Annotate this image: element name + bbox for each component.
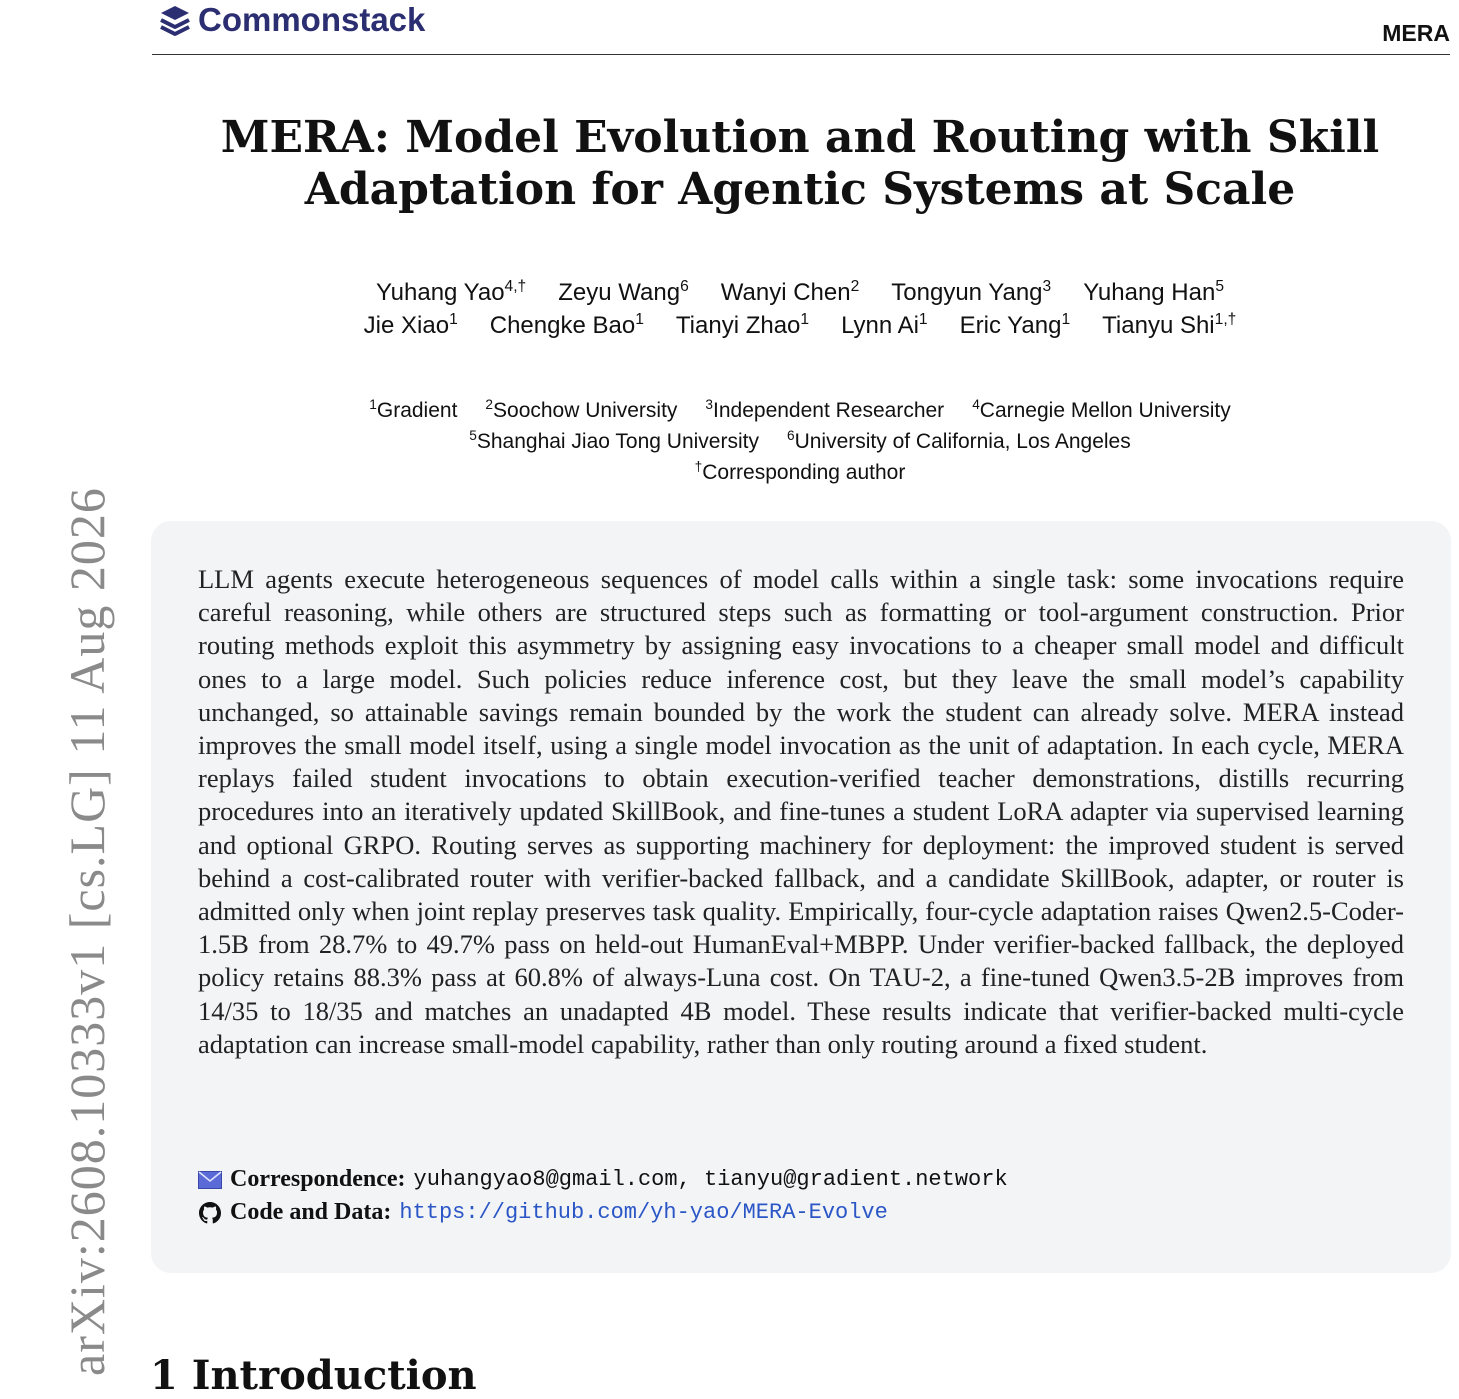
envelope-icon <box>198 1169 222 1191</box>
corresponding-mark: † <box>694 459 703 474</box>
paper-title <box>150 112 1450 216</box>
code-line <box>198 1196 1404 1229</box>
author-name-text: Yuhang Han <box>1083 279 1216 306</box>
author-name-text: Jie Xiao <box>363 312 450 339</box>
affiliation-name: Independent Researcher <box>713 399 945 422</box>
affiliation-name: University of California, Los Angeles <box>794 430 1131 453</box>
author-name <box>364 312 458 339</box>
author-affiliation-mark: 1 <box>918 311 928 328</box>
author-name <box>841 312 928 339</box>
commonstack-logo <box>158 0 425 40</box>
corresponding-note <box>150 457 1450 488</box>
author-affiliation-mark: 1,† <box>1214 311 1237 328</box>
affiliation <box>369 399 457 422</box>
author-name <box>676 312 809 339</box>
author-name <box>891 279 1051 306</box>
affiliation-name: Shanghai Jiao Tong University <box>476 430 759 453</box>
code-label: Code and Data: <box>230 1199 392 1225</box>
author-affiliation-mark: 1 <box>449 311 458 328</box>
author-name-text: Tongyun Yang <box>891 279 1043 306</box>
affiliation <box>972 399 1231 422</box>
author-name-text: Tianyu Shi <box>1102 312 1215 339</box>
author-affiliation-mark: 6 <box>680 278 689 295</box>
author-name <box>1083 279 1224 306</box>
author-name <box>490 312 644 339</box>
author-affiliation-mark: 1 <box>800 311 810 328</box>
affiliation-mark: 4 <box>972 397 980 412</box>
title-line-2: Adaptation for Agentic Systems at Scale <box>304 164 1296 215</box>
author-name <box>376 279 526 306</box>
affiliation-name: Gradient <box>376 399 458 422</box>
correspondence-label: Correspondence: <box>230 1166 406 1192</box>
correspondence-emails[interactable]: yuhangyao8@gmail.com, tianyu@gradient.network <box>413 1167 1008 1192</box>
affiliation-mark: 3 <box>705 397 714 412</box>
author-affiliation-mark: 3 <box>1042 278 1052 295</box>
author-name-text: Zeyu Wang <box>558 279 681 306</box>
author-name-text: Wanyi Chen <box>720 279 851 306</box>
correspondence-line <box>198 1163 1404 1196</box>
arxiv-identifier: arXiv:2608.10333v1 [cs.LG] 11 Aug 2026 <box>59 487 115 1376</box>
affiliation <box>787 430 1131 453</box>
author-name-text: Yuhang Yao <box>375 279 505 306</box>
affiliation-mark: 1 <box>369 397 377 412</box>
section-heading: 1 Introduction <box>150 1352 477 1399</box>
author-name <box>960 312 1071 339</box>
author-affiliation-mark: 4,† <box>504 278 527 295</box>
title-line-1: MERA: Model Evolution and Routing with Skill <box>220 112 1380 163</box>
contact-info <box>198 1163 1404 1229</box>
author-list <box>150 276 1450 342</box>
affiliation <box>469 430 759 453</box>
affiliation-name: Soochow University <box>493 399 678 422</box>
affiliation-name: Carnegie Mellon University <box>979 399 1231 422</box>
logo-text: Commonstack <box>198 1 426 38</box>
abstract-text: LLM agents execute heterogeneous sequences of model calls within a single task: some invocations require careful reasoning, while others are structured steps such as formatting or tool-argument construction. Prior routing methods exploit this asymmetry by assigning easy invocations to a cheaper small model and difficult ones to a large model. Such policies reduce inference cost, but they leave the small model’s capability unchanged, so attainable savings remain bounded by the work the student can already solve. MERA instead improves the small model itself, using a single model invocation as the unit of adaptation. In each cycle, MERA replays failed student invocations to obtain execution-verified teacher demonstrations, distills recurring procedures into an iteratively updated SkillBook, and fine-tunes a student LoRA adapter via supervised learning and optional GRPO. Routing serves as supporting machinery for deployment: the improved student is served behind a cost-calibrated router with verifier-backed fallback, and a candidate SkillBook, adapter, or router is admitted only when joint replay preserves task quality. Empirically, four-cycle adaptation raises Qwen2.5-Coder-1.5B from 28.7% to 49.7% pass on held-out HumanEval+MBPP. Under verifier-backed fallback, the deployed policy retains 88.3% pass at 60.8% of always-Luna cost. On TAU-2, a fine-tuned Qwen3.5-2B improves from 14/35 to 18/35 and matches an unadapted 4B model. These results indicate that verifier-backed multi-cycle adaptation can increase small-model capability, rather than only routing around a fixed student. <box>198 564 1404 1059</box>
author-affiliation-mark: 1 <box>1061 311 1071 328</box>
author-affiliation-mark: 1 <box>635 311 644 328</box>
author-affiliation-mark: 5 <box>1215 278 1225 295</box>
author-name-text: Lynn Ai <box>841 312 919 339</box>
affiliation-mark: 5 <box>469 428 477 443</box>
corresponding-label: Corresponding author <box>702 461 906 484</box>
running-title: MERA <box>1382 20 1450 46</box>
abstract-box <box>151 521 1451 1273</box>
author-name <box>1102 312 1236 339</box>
stack-layers-icon <box>158 3 192 37</box>
author-name <box>558 279 689 306</box>
code-repo-link[interactable]: https://github.com/yh-yao/MERA-Evolve <box>399 1200 888 1225</box>
affiliation <box>705 399 944 422</box>
author-name-text: Tianyi Zhao <box>675 312 801 339</box>
affiliation-mark: 6 <box>786 428 795 443</box>
author-name-text: Chengke Bao <box>489 312 636 339</box>
author-name-text: Eric Yang <box>959 312 1062 339</box>
affiliation <box>485 399 677 422</box>
author-name <box>721 279 860 306</box>
author-affiliation-mark: 2 <box>850 278 860 295</box>
page-header <box>152 0 1450 55</box>
affiliation-mark: 2 <box>485 397 494 412</box>
affiliation-list <box>150 395 1450 488</box>
github-icon <box>198 1202 222 1224</box>
